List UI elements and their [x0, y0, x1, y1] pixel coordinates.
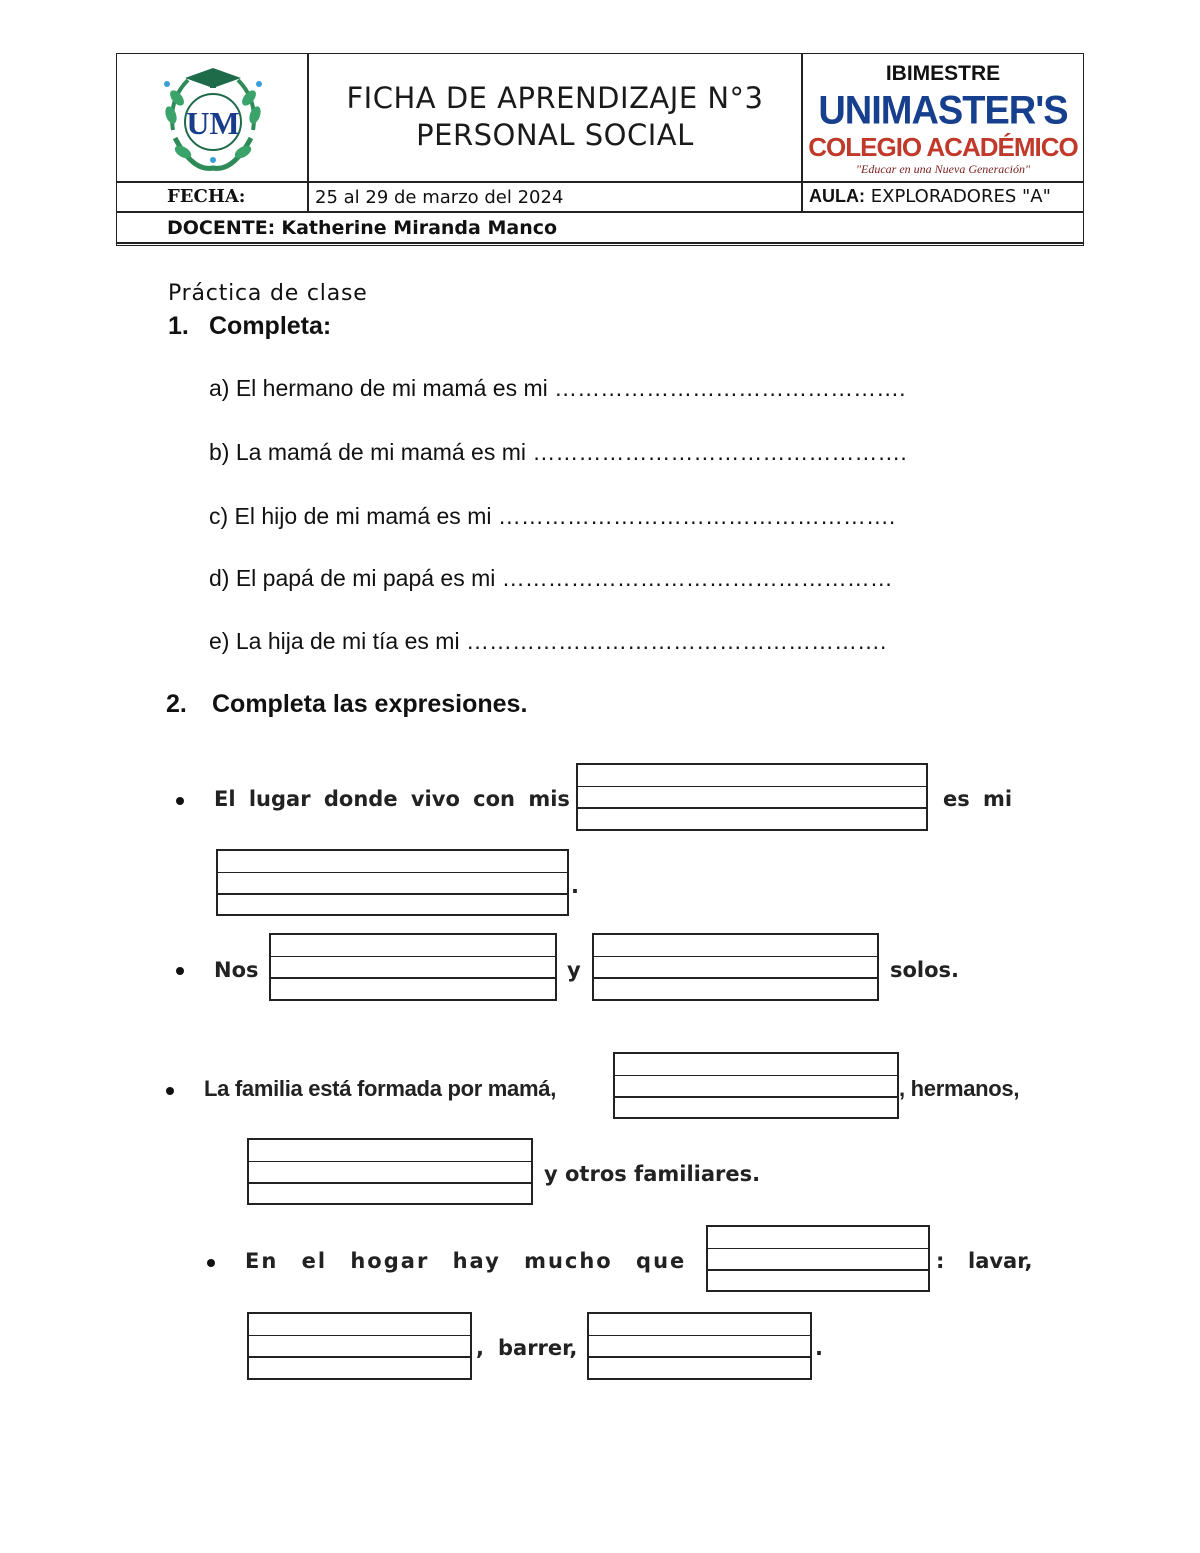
expr-3-text-b: , hermanos,: [899, 1076, 1020, 1101]
answer-box[interactable]: [247, 1138, 533, 1205]
expr-1-text-c: .: [571, 874, 579, 898]
fecha-value: 25 al 29 de marzo del 2024: [315, 187, 564, 208]
answer-box[interactable]: [216, 849, 569, 916]
answer-box[interactable]: [269, 933, 557, 1001]
divider: [801, 181, 803, 212]
answer-box[interactable]: [576, 763, 928, 831]
school-slogan: "Educar en una Nueva Generación": [855, 162, 1031, 176]
fecha-label: FECHA:: [167, 186, 246, 207]
expr-2-text-c: solos.: [890, 958, 960, 982]
question-1-title: Completa:: [209, 312, 332, 340]
question-2-number: 2.: [166, 690, 187, 718]
docente-cell: [167, 217, 557, 239]
fill-item-b: b) La mamá de mi mamá es mi ………………………………………….: [209, 439, 907, 465]
logo-monogram: UM: [186, 105, 240, 141]
bullet: [166, 1087, 174, 1095]
aula-label: AULA:: [809, 186, 865, 206]
bullet: [207, 1259, 215, 1267]
answer-box[interactable]: [592, 933, 879, 1001]
divider: [117, 242, 1083, 244]
answer-box[interactable]: [587, 1312, 812, 1380]
expr-1-text-a: El lugar donde vivo con mis: [214, 787, 570, 811]
expr-4-text-b: :: [936, 1249, 945, 1273]
fill-item-c: c) El hijo de mi mamá es mi …………………………………………….: [209, 503, 896, 529]
bullet: [176, 967, 184, 975]
expr-3-text-a: La familia está formada por mamá,: [204, 1076, 557, 1101]
school-logo: [153, 60, 273, 178]
question-2-title: Completa las expresiones.: [212, 690, 528, 718]
header-table: [116, 53, 1084, 246]
expr-1-text-b: es mi: [943, 787, 1013, 811]
docente-label: DOCENTE:: [167, 217, 276, 239]
title-line-2: PERSONAL SOCIAL: [416, 118, 694, 152]
aula-cell: [809, 186, 1051, 207]
school-name: UNIMASTER'S: [818, 88, 1068, 134]
divider: [117, 211, 1083, 213]
document-title: [309, 80, 801, 154]
fill-item-e: e) La hija de mi tía es mi ……………………………………………….: [209, 628, 887, 654]
expr-4-text-d: ,: [476, 1336, 484, 1360]
aula-value: EXPLORADORES "A": [870, 186, 1051, 207]
expr-4-text-a: En el hogar hay mucho que: [245, 1249, 687, 1273]
fill-item-a: a) El hermano de mi mamá es mi ……………………………………….: [209, 375, 906, 401]
fill-item-d: d) El papá de mi papá es mi ……………………………………………: [209, 565, 893, 591]
divider: [307, 181, 309, 212]
school-subtitle: COLEGIO ACADÉMICO: [808, 132, 1078, 162]
expr-2-text-b: y: [567, 958, 581, 982]
expr-3-text-c: y otros familiares.: [544, 1162, 761, 1186]
expr-2-text-a: Nos: [214, 958, 259, 982]
bullet: [176, 797, 184, 805]
expr-4-text-c: lavar,: [968, 1249, 1033, 1273]
practice-subtitle: Práctica de clase: [168, 281, 368, 306]
divider: [117, 181, 1083, 183]
bimestre-label: IBIMESTRE: [885, 62, 1001, 85]
answer-box[interactable]: [706, 1225, 930, 1292]
answer-box[interactable]: [247, 1312, 472, 1380]
docente-value: Katherine Miranda Manco: [281, 217, 558, 239]
expr-4-text-e: barrer,: [498, 1336, 578, 1360]
answer-box[interactable]: [613, 1052, 899, 1119]
question-1-number: 1.: [168, 312, 189, 340]
expr-4-text-f: .: [815, 1336, 823, 1360]
title-line-1: FICHA DE APRENDIZAJE N°3: [346, 81, 764, 115]
